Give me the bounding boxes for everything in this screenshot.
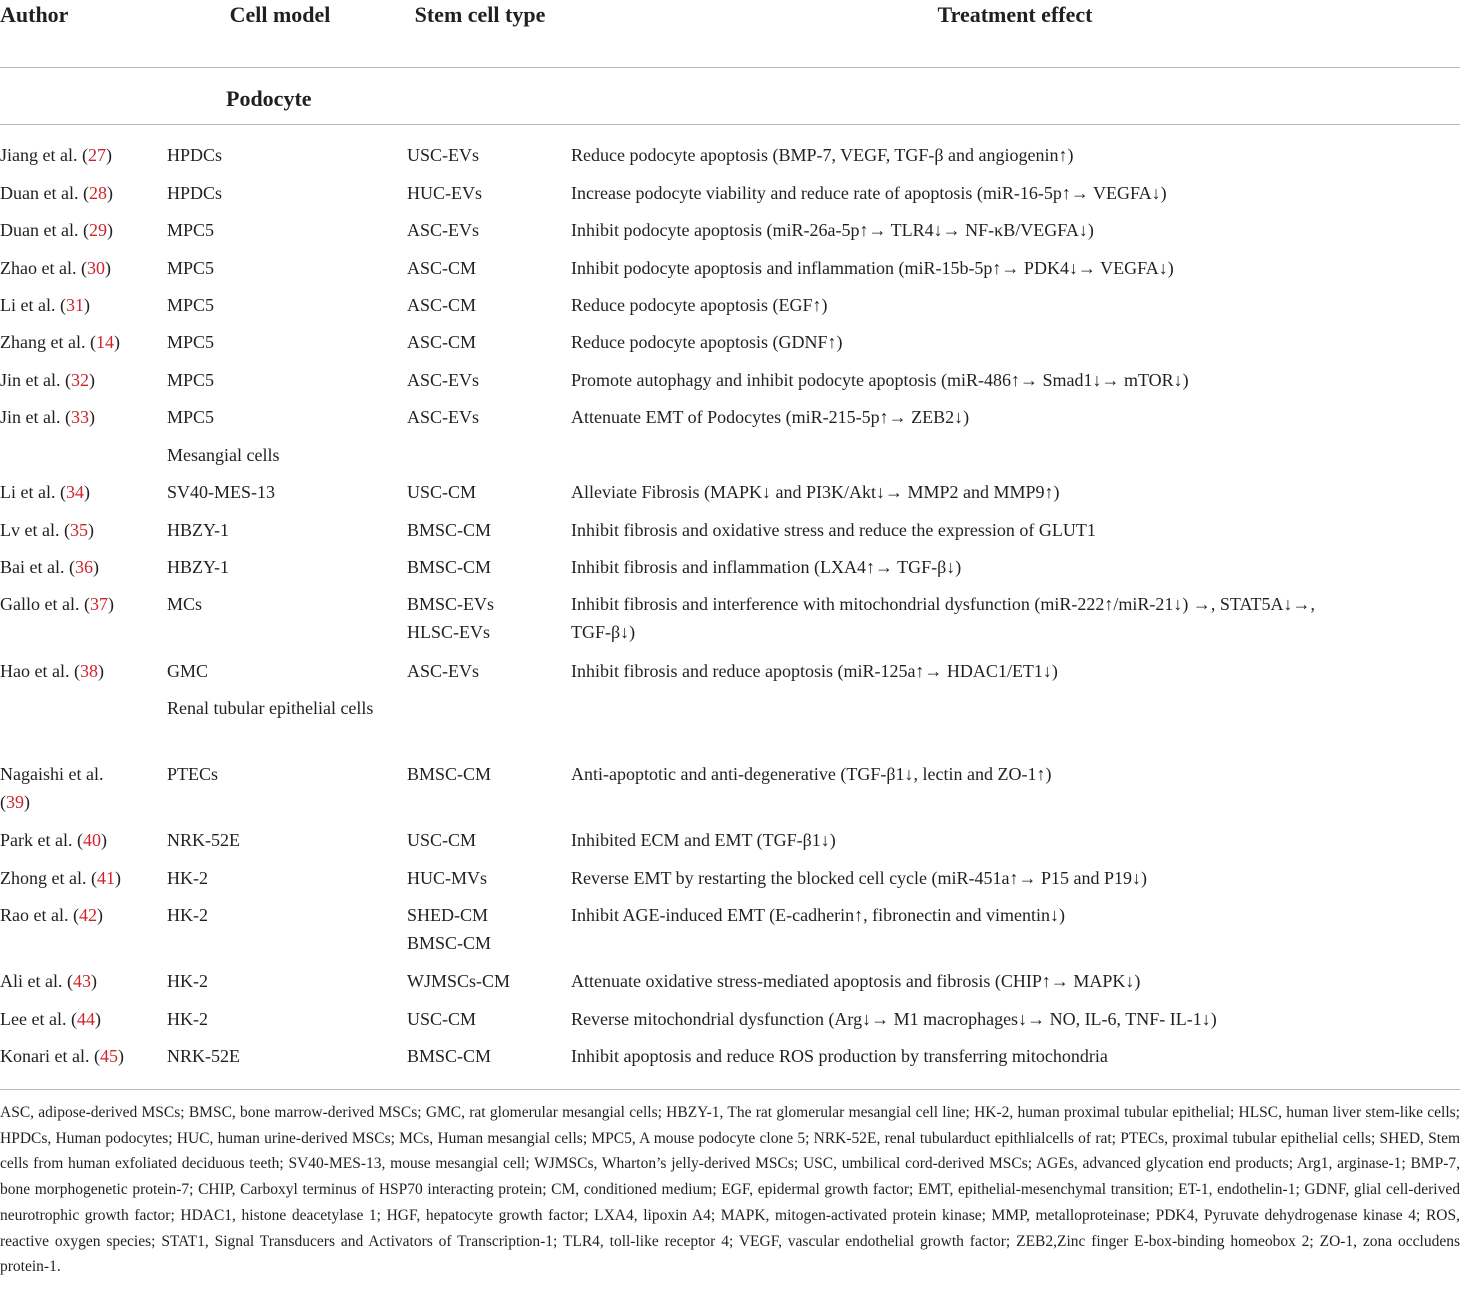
- header-treatment-effect: Treatment effect: [937, 2, 1093, 27]
- reference-link[interactable]: 34: [65, 482, 84, 502]
- stem-type-text: SHED-CM: [407, 905, 489, 925]
- stem-type-text: ASC-EVs: [407, 220, 480, 240]
- reference-link[interactable]: 44: [76, 1009, 95, 1029]
- table-bottom-rule: [0, 1089, 1460, 1090]
- cell-model: HK-2: [167, 868, 208, 888]
- effect-text: Attenuate EMT of Podocytes (miR-215-5p↑→ ZEB2↓): [571, 407, 970, 427]
- reference-link[interactable]: 39: [6, 792, 24, 812]
- cell-treatment-effect: [571, 657, 1460, 685]
- effect-text: Increase podocyte viability and reduce rate of apoptosis (miR-16-5p↑→ VEGFA↓): [571, 183, 1167, 203]
- cell-treatment-effect: [571, 254, 1460, 282]
- cell-author: Jin et al. (32): [0, 370, 95, 390]
- author-name: Nagaishi et al.: [0, 764, 104, 784]
- cell-model: NRK-52E: [167, 1046, 240, 1066]
- cell-stem-type: [407, 657, 567, 685]
- stem-type-text: ASC-CM: [407, 295, 477, 315]
- cell-treatment-effect: [571, 478, 1460, 506]
- stem-type-text: USC-CM: [407, 830, 477, 850]
- cell-author: Park et al. (40): [0, 830, 107, 850]
- cell-author: Li et al. (34): [0, 482, 90, 502]
- author-name: Duan et al. (: [0, 220, 89, 240]
- cell-model: HPDCs: [167, 183, 223, 203]
- section-renal-tubular: Renal tubular epithelial cells: [167, 698, 374, 718]
- cell-treatment-effect: [571, 516, 1460, 544]
- reference-link[interactable]: 43: [72, 971, 91, 991]
- stem-type-text: HUC-EVs: [407, 183, 482, 203]
- stem-type-text: BMSC-CM: [407, 933, 492, 953]
- author-name: Hao et al. (: [0, 661, 80, 681]
- cell-author: Nagaishi et al. (39): [0, 764, 104, 812]
- cell-model: MCs: [167, 594, 203, 614]
- stem-type-text: HUC-MVs: [407, 868, 488, 888]
- reference-link[interactable]: 45: [99, 1046, 118, 1066]
- cell-stem-type: [407, 967, 567, 995]
- stem-type-text: ASC-EVs: [407, 370, 480, 390]
- cell-treatment-effect: [571, 967, 1460, 995]
- reference-link[interactable]: 33: [70, 407, 89, 427]
- cell-treatment-effect: [571, 328, 1460, 356]
- cell-stem-type: [407, 1005, 567, 1033]
- stem-type-text: BMSC-CM: [407, 764, 492, 784]
- author-name: Zhang et al. (: [0, 332, 96, 352]
- cell-stem-type: [407, 291, 567, 319]
- cell-author: Duan et al. (29): [0, 220, 113, 240]
- cell-stem-type: [407, 179, 567, 207]
- cell-author: Duan et al. (28): [0, 183, 113, 203]
- header-author: Author: [0, 2, 69, 27]
- author-name: Li et al. (: [0, 295, 66, 315]
- author-name: Gallo et al. (: [0, 594, 90, 614]
- cell-stem-type: [407, 864, 567, 892]
- effect-text: Inhibit fibrosis and interference with mitochondrial dysfunction (miR-222↑/miR-21↓) →, STAT5A↓→,: [571, 594, 1315, 614]
- cell-treatment-effect: [571, 216, 1460, 244]
- effect-text: Inhibit apoptosis and reduce ROS production by transferring mitochondria: [571, 1046, 1108, 1066]
- effect-text: Inhibit fibrosis and oxidative stress and reduce the expression of GLUT1: [571, 520, 1096, 540]
- cell-model: HK-2: [167, 1009, 208, 1029]
- author-name: Ali et al. (: [0, 971, 73, 991]
- reference-link[interactable]: 32: [70, 370, 89, 390]
- cell-author: Bai et al. (36): [0, 557, 99, 577]
- effect-text: Inhibit podocyte apoptosis and inflammation (miR-15b-5p↑→ PDK4↓→ VEGFA↓): [571, 258, 1174, 278]
- stem-type-text: USC-CM: [407, 482, 477, 502]
- cell-treatment-effect: [571, 553, 1460, 581]
- author-name: Jin et al. (: [0, 370, 71, 390]
- cell-model: MPC5: [167, 220, 215, 240]
- stem-type-text: USC-EVs: [407, 145, 480, 165]
- cell-model: HK-2: [167, 971, 208, 991]
- section-podocyte: Podocyte: [226, 86, 312, 111]
- header-stem-cell-type: Stem cell type: [414, 2, 546, 27]
- cell-treatment-effect: [571, 864, 1460, 892]
- header-cell-model: Cell model: [229, 2, 331, 27]
- cell-stem-type: [407, 403, 567, 431]
- stem-type-text: BMSC-CM: [407, 557, 492, 577]
- stem-type-text: ASC-EVs: [407, 407, 480, 427]
- section-mesangial-cells: Mesangial cells: [167, 445, 280, 465]
- cell-treatment-effect: [571, 901, 1460, 929]
- author-name: Lv et al. (: [0, 520, 70, 540]
- cell-stem-type: [407, 826, 567, 854]
- effect-text: Reverse EMT by restarting the blocked cell cycle (miR-451a↑→ P15 and P19↓): [571, 868, 1148, 888]
- cell-model: HK-2: [167, 905, 208, 925]
- author-name: Zhong et al. (: [0, 868, 97, 888]
- author-name: Lee et al. (: [0, 1009, 77, 1029]
- author-name: Jin et al. (: [0, 407, 71, 427]
- cell-stem-type: [407, 516, 567, 544]
- effect-text: Reduce podocyte apoptosis (EGF↑): [571, 295, 828, 315]
- stem-type-text: BMSC-EVs: [407, 594, 495, 614]
- cell-treatment-effect: [571, 403, 1460, 431]
- cell-stem-type: [407, 141, 567, 169]
- cell-author: Rao et al. (42): [0, 905, 103, 925]
- author-name: Zhao et al. (: [0, 258, 87, 278]
- cell-author: Gallo et al. (37): [0, 594, 114, 614]
- stem-type-text: ASC-CM: [407, 258, 477, 278]
- effect-text: Attenuate oxidative stress-mediated apoptosis and fibrosis (CHIP↑→ MAPK↓): [571, 971, 1141, 991]
- effect-text: Alleviate Fibrosis (MAPK↓ and PI3K/Akt↓→ MMP2 and MMP9↑): [571, 482, 1060, 502]
- cell-author: Zhang et al. (14): [0, 332, 120, 352]
- cell-stem-type: [407, 216, 567, 244]
- author-name: Bai et al. (: [0, 557, 75, 577]
- effect-text: Inhibit AGE-induced EMT (E-cadherin↑, fibronectin and vimentin↓): [571, 905, 1066, 925]
- cell-author: Lee et al. (44): [0, 1009, 101, 1029]
- cell-stem-type: [407, 553, 567, 581]
- reference-link[interactable]: 41: [96, 868, 115, 888]
- cell-treatment-effect: [571, 760, 1460, 788]
- reference-link[interactable]: 27: [87, 145, 106, 165]
- author-name: Konari et al. (: [0, 1046, 100, 1066]
- cell-model: NRK-52E: [167, 830, 240, 850]
- effect-text: Inhibit podocyte apoptosis (miR-26a-5p↑→ TLR4↓→ NF-κB/VEGFA↓): [571, 220, 1094, 240]
- cell-treatment-effect: [571, 291, 1460, 319]
- cell-treatment-effect: [571, 1005, 1460, 1033]
- author-name: Duan et al. (: [0, 183, 89, 203]
- stem-type-text: ASC-EVs: [407, 661, 480, 681]
- effect-text: Inhibit fibrosis and inflammation (LXA4↑→ TGF-β↓): [571, 557, 962, 577]
- stem-type-text: ASC-CM: [407, 332, 477, 352]
- reference-link[interactable]: 38: [79, 661, 98, 681]
- effect-text: Reverse mitochondrial dysfunction (Arg↓→ M1 macrophages↓→ NO, IL-6, TNF- IL-1↓): [571, 1009, 1217, 1029]
- cell-author: Li et al. (31): [0, 295, 90, 315]
- stem-type-text: WJMSCs-CM: [407, 971, 511, 991]
- stem-type-text: BMSC-CM: [407, 520, 492, 540]
- effect-text: Reduce podocyte apoptosis (GDNF↑): [571, 332, 843, 352]
- cell-author: Zhong et al. (41): [0, 868, 121, 888]
- cell-model: MPC5: [167, 370, 215, 390]
- stem-type-text: HLSC-EVs: [407, 622, 491, 642]
- effect-text: TGF-β↓): [571, 622, 636, 642]
- cell-model: MPC5: [167, 407, 215, 427]
- reference-link[interactable]: 30: [86, 258, 105, 278]
- author-name-cont: (: [0, 792, 6, 812]
- cell-treatment-effect: [571, 590, 1460, 646]
- reference-link[interactable]: 42: [78, 905, 97, 925]
- cell-model: HBZY-1: [167, 520, 229, 540]
- cell-model: HPDCs: [167, 145, 223, 165]
- cell-stem-type: [407, 328, 567, 356]
- reference-link[interactable]: 36: [74, 557, 93, 577]
- cell-stem-type: [407, 478, 567, 506]
- cell-stem-type: [407, 590, 567, 646]
- cell-treatment-effect: [571, 826, 1460, 854]
- cell-model: HBZY-1: [167, 557, 229, 577]
- effect-text: Anti-apoptotic and anti-degenerative (TGF-β1↓, lectin and ZO-1↑): [571, 764, 1052, 784]
- reference-link[interactable]: 31: [65, 295, 84, 315]
- cell-model: MPC5: [167, 295, 215, 315]
- cell-model: MPC5: [167, 258, 215, 278]
- cell-author: Konari et al. (45): [0, 1046, 124, 1066]
- reference-link[interactable]: 28: [88, 183, 107, 203]
- reference-link[interactable]: 35: [69, 520, 88, 540]
- cell-stem-type: [407, 1042, 567, 1070]
- table-footnote: ASC, adipose-derived MSCs; BMSC, bone marrow-derived MSCs; GMC, rat glomerular mesangial cells; HBZY-1, The rat glomerular mesangial cell line; HK-2, human proximal tubular epithelial; HLSC, human liver stem-like cells; HPDCs, Human podocytes; HUC, human urine-derived MSCs; MCs, Human mesangial cells; MPC5, A mouse podocyte clone 5; NRK-52E, renal tubularduct epithlialcells of rat; PTECs, proximal tubular epithelial cells; SHED, Stem cells from human exfoliated deciduous teeth; SV40-MES-13, mouse mesangial cell; WJMSCs, Wharton’s jelly-derived MSCs; USC, umbilical cord-derived MSCs; AGEs, advanced glycation end products; Arg1, arginase-1; BMP-7, bone morphogenetic protein-7; CHIP, Carboxyl terminus of HSP70 interacting protein; CM, conditioned medium; EGF, epidermal growth factor; EMT, epithelial-mesenchymal transition; ET-1, endothelin-1; GDNF, glial cell-derived neurotrophic growth factor; HDAC1, histone deacetylase 1; HGF, hepatocyte growth factor; LXA4, lipoxin A4; MAPK, mitogen-activated protein kinase; MMP, metalloproteinase; PDK4, Pyruvate dehydrogenase kinase 4; ROS, reactive oxygen species; STAT1, Signal Transducers and Activators of Transcription-1; TLR4, toll-like receptor 4; VEGF, vascular endothelial growth factor; ZEB2,Zinc finger E-box-binding homeobox 2; ZO-1, zona occludens protein-1.: [0, 1104, 1460, 1276]
- cell-stem-type: [407, 254, 567, 282]
- cell-stem-type: [407, 901, 567, 957]
- cell-author: Jin et al. (33): [0, 407, 95, 427]
- section-rule: [0, 124, 1460, 125]
- author-name: Park et al. (: [0, 830, 83, 850]
- cell-stem-type: [407, 366, 567, 394]
- effect-text: Inhibit fibrosis and reduce apoptosis (miR-125a↑→ HDAC1/ET1↓): [571, 661, 1058, 681]
- cell-treatment-effect: [571, 179, 1460, 207]
- cell-model: PTECs: [167, 764, 219, 784]
- reference-link[interactable]: 40: [82, 830, 101, 850]
- cell-treatment-effect: [571, 1042, 1460, 1070]
- cell-treatment-effect: [571, 141, 1460, 169]
- author-name: Rao et al. (: [0, 905, 79, 925]
- stem-type-text: BMSC-CM: [407, 1046, 492, 1066]
- cell-model: MPC5: [167, 332, 215, 352]
- cell-stem-type: [407, 760, 567, 788]
- effect-text: Reduce podocyte apoptosis (BMP-7, VEGF, TGF-β and angiogenin↑): [571, 145, 1074, 165]
- reference-link[interactable]: 14: [95, 332, 114, 352]
- author-name: Jiang et al. (: [0, 145, 88, 165]
- cell-author: Jiang et al. (27): [0, 145, 112, 165]
- cell-author: Zhao et al. (30): [0, 258, 111, 278]
- cell-model: SV40-MES-13: [167, 482, 276, 502]
- effect-text: Promote autophagy and inhibit podocyte apoptosis (miR-486↑→ Smad1↓→ mTOR↓): [571, 370, 1189, 390]
- reference-link[interactable]: 29: [88, 220, 107, 240]
- author-name: Li et al. (: [0, 482, 66, 502]
- stem-type-text: USC-CM: [407, 1009, 477, 1029]
- cell-author: Hao et al. (38): [0, 661, 104, 681]
- cell-author: Lv et al. (35): [0, 520, 94, 540]
- header-rule: [0, 67, 1460, 68]
- cell-treatment-effect: [571, 366, 1460, 394]
- reference-link[interactable]: 37: [89, 594, 108, 614]
- cell-model: GMC: [167, 661, 209, 681]
- effect-text: Inhibited ECM and EMT (TGF-β1↓): [571, 830, 836, 850]
- cell-author: Ali et al. (43): [0, 971, 97, 991]
